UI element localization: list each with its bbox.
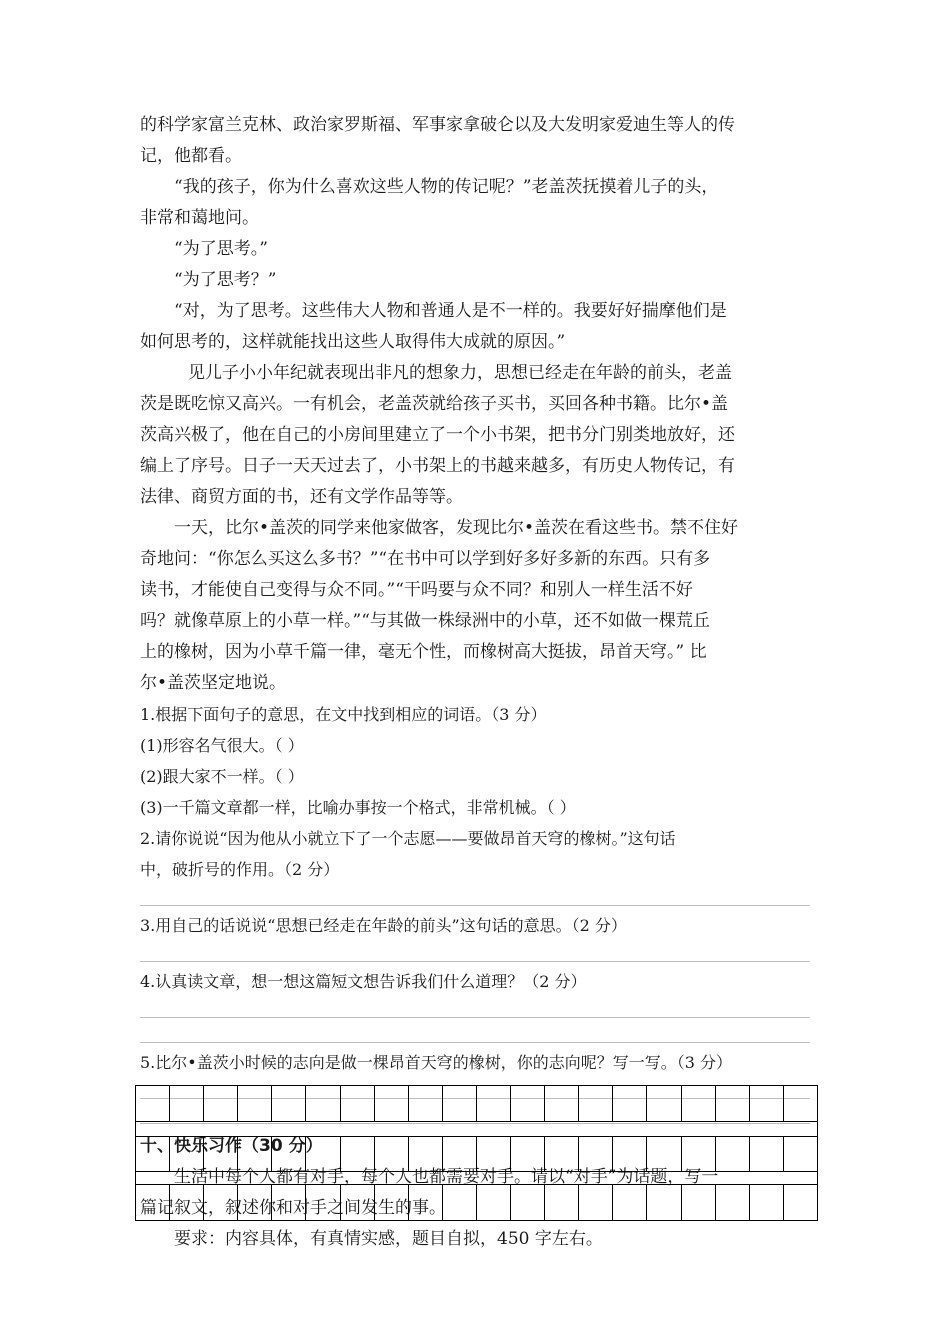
question-1-item-2: (2)跟大家不一样。（ ） xyxy=(140,767,304,786)
reading-section xyxy=(140,110,810,1255)
grid-cell[interactable] xyxy=(716,1086,750,1121)
grid-cell[interactable] xyxy=(716,1185,750,1220)
grid-cell[interactable] xyxy=(443,1137,477,1171)
grid-cell[interactable] xyxy=(204,1137,238,1171)
grid-cell[interactable] xyxy=(647,1086,681,1121)
composition-prompt: 生活中每个人都有对手，每个人也都需要对手。请以“对手”为话题，写一 xyxy=(174,1167,719,1187)
grid-cell[interactable] xyxy=(204,1086,238,1121)
grid-cell[interactable] xyxy=(750,1185,784,1220)
composition-requirement: 要求：内容具体，有真情实感，题目自拟，450 字左右。 xyxy=(174,1229,603,1249)
grid-cell[interactable] xyxy=(477,1086,511,1121)
passage-line: 尔•盖茨坚定地说。 xyxy=(140,673,287,693)
passage-line: 见儿子小小年纪就表现出非凡的想象力，思想已经走在年龄的前头，老盖 xyxy=(188,363,732,383)
grid-cell[interactable] xyxy=(238,1137,272,1171)
passage-line: 茨是既吃惊又高兴。一有机会，老盖茨就给孩子买书，买回各种书籍。比尔•盖 xyxy=(140,394,729,414)
grid-cell[interactable] xyxy=(306,1137,340,1171)
composition-prompt: 篇记叙文，叙述你和对手之间发生的事。 xyxy=(140,1198,446,1218)
grid-cell[interactable] xyxy=(272,1185,306,1220)
answer-line[interactable] xyxy=(140,941,810,962)
grid-cell[interactable] xyxy=(272,1137,306,1171)
question-1-item-3: (3)一千篇文章都一样，比喻办事按一个格式，非常机械。（ ） xyxy=(140,798,576,817)
grid-cell[interactable] xyxy=(170,1086,204,1121)
passage-line: 一天，比尔•盖茨的同学来他家做客，发现比尔•盖茨在看这些书。禁不住好 xyxy=(174,518,739,538)
grid-row xyxy=(136,1184,817,1220)
grid-cell[interactable] xyxy=(613,1086,647,1121)
grid-cell[interactable] xyxy=(306,1086,340,1121)
writing-grid xyxy=(135,1085,818,1221)
grid-cell[interactable] xyxy=(409,1185,443,1220)
question-1: 1.根据下面句子的意思，在文中找到相应的词语。（3 分） xyxy=(140,705,547,724)
passage-line: 上的橡树，因为小草千篇一律，毫无个性，而橡树高大挺拔，昂首天穹。” 比 xyxy=(140,642,707,662)
passage-line: 如何思考的，这样就能找出这些人取得伟大成就的原因。” xyxy=(140,332,566,352)
question-5: 5.比尔•盖茨小时候的志向是做一棵昂首天穹的橡树，你的志向呢？写一写。（3 分） xyxy=(140,1053,732,1072)
grid-cell[interactable] xyxy=(511,1185,545,1220)
grid-cell[interactable] xyxy=(579,1137,613,1171)
grid-cell[interactable] xyxy=(511,1137,545,1171)
grid-cell[interactable] xyxy=(409,1086,443,1121)
grid-cell[interactable] xyxy=(443,1185,477,1220)
answer-line[interactable] xyxy=(140,885,810,906)
grid-cell[interactable] xyxy=(545,1137,579,1171)
grid-cell[interactable] xyxy=(613,1137,647,1171)
grid-cell[interactable] xyxy=(375,1137,409,1171)
grid-cell[interactable] xyxy=(136,1086,170,1121)
grid-cell[interactable] xyxy=(204,1185,238,1220)
passage-line: 记，他都看。 xyxy=(140,146,242,166)
grid-row xyxy=(136,1136,817,1172)
grid-cell[interactable] xyxy=(136,1185,170,1220)
grid-cell[interactable] xyxy=(170,1137,204,1171)
question-3: 3.用自己的话说说“思想已经走在年龄的前头”这句话的意思。（2 分） xyxy=(140,916,627,935)
passage-line: “我的孩子，你为什么喜欢这些人物的传记呢？”老盖茨抚摸着儿子的头， xyxy=(174,177,719,197)
question-4: 4.认真读文章，想一想这篇短文想告诉我们什么道理？（2 分） xyxy=(140,972,587,991)
grid-cell[interactable] xyxy=(375,1086,409,1121)
grid-cell[interactable] xyxy=(545,1185,579,1220)
grid-cell[interactable] xyxy=(682,1137,716,1171)
grid-cell[interactable] xyxy=(647,1137,681,1171)
passage-line: “为了思考？” xyxy=(174,270,277,290)
grid-cell[interactable] xyxy=(784,1086,817,1121)
grid-cell[interactable] xyxy=(750,1086,784,1121)
grid-cell[interactable] xyxy=(238,1086,272,1121)
passage-line: 读书，才能使自己变得与众不同。”“干吗要与众不同？和别人一样生活不好 xyxy=(140,580,693,600)
grid-cell[interactable] xyxy=(409,1137,443,1171)
grid-row xyxy=(136,1086,817,1122)
question-1-item-1: (1)形容名气很大。（ ） xyxy=(140,736,304,755)
grid-cell[interactable] xyxy=(272,1086,306,1121)
grid-cell[interactable] xyxy=(682,1185,716,1220)
question-2: 2.请你说说“因为他从小就立下了一个志愿——要做昂首天穹的橡树。”这句话 xyxy=(140,829,676,848)
grid-cell[interactable] xyxy=(545,1086,579,1121)
grid-cell[interactable] xyxy=(375,1185,409,1220)
grid-cell[interactable] xyxy=(579,1086,613,1121)
grid-cell[interactable] xyxy=(784,1185,817,1220)
grid-cell[interactable] xyxy=(647,1185,681,1220)
passage-line: 的科学家富兰克林、政治家罗斯福、军事家拿破仑以及大发明家爱迪生等人的传 xyxy=(140,115,735,135)
passage-line: 非常和蔼地问。 xyxy=(140,208,259,228)
grid-cell[interactable] xyxy=(136,1137,170,1171)
grid-cell[interactable] xyxy=(341,1137,375,1171)
passage-line: “对，为了思考。这些伟大人物和普通人是不一样的。我要好好揣摩他们是 xyxy=(174,301,727,321)
passage-line: “为了思考。” xyxy=(174,239,268,259)
answer-line[interactable] xyxy=(140,1022,810,1043)
composition-heading: 十、快乐习作（30 分） xyxy=(140,1136,323,1156)
grid-cell[interactable] xyxy=(613,1185,647,1220)
grid-cell[interactable] xyxy=(716,1137,750,1171)
grid-cell[interactable] xyxy=(682,1086,716,1121)
grid-cell[interactable] xyxy=(750,1137,784,1171)
grid-cell[interactable] xyxy=(443,1086,477,1121)
passage-line: 法律、商贸方面的书，还有文学作品等等。 xyxy=(140,487,463,507)
passage-line: 茨高兴极了，他在自己的小房间里建立了一个小书架，把书分门别类地放好，还 xyxy=(140,425,735,445)
question-2-cont: 中，破折号的作用。（2 分） xyxy=(140,860,340,879)
answer-line[interactable] xyxy=(140,997,810,1018)
grid-cell[interactable] xyxy=(477,1137,511,1171)
grid-cell[interactable] xyxy=(238,1185,272,1220)
grid-cell[interactable] xyxy=(341,1086,375,1121)
grid-cell[interactable] xyxy=(511,1086,545,1121)
grid-cell[interactable] xyxy=(170,1185,204,1220)
grid-cell[interactable] xyxy=(341,1185,375,1220)
passage-line: 吗？就像草原上的小草一样。”“与其做一株绿洲中的小草，还不如做一棵荒丘 xyxy=(140,611,710,631)
grid-cell[interactable] xyxy=(306,1185,340,1220)
grid-cell[interactable] xyxy=(784,1137,817,1171)
passage-line: 编上了序号。日子一天天过去了，小书架上的书越来越多，有历史人物传记，有 xyxy=(140,456,735,476)
grid-cell[interactable] xyxy=(579,1185,613,1220)
grid-cell[interactable] xyxy=(477,1185,511,1220)
passage-line: 奇地问：“你怎么买这么多书？”“在书中可以学到好多好多新的东西。只有多 xyxy=(140,549,711,569)
